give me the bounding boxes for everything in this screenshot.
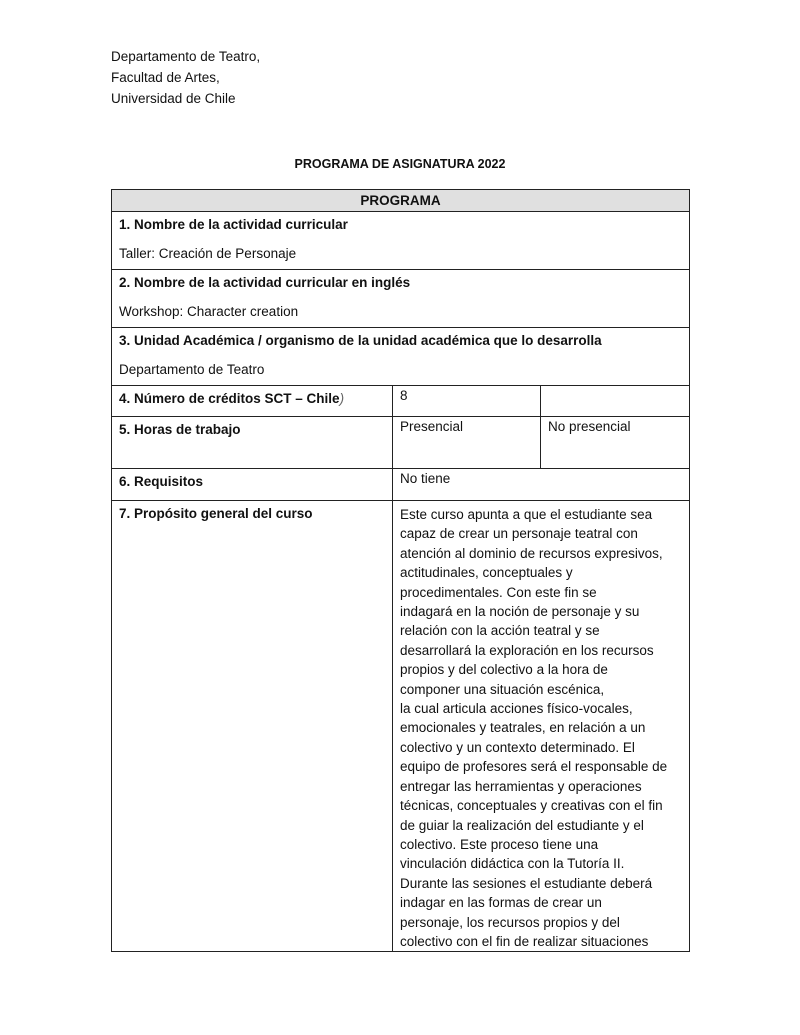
purpose-text-line: actitudinales, conceptuales y — [400, 565, 573, 581]
activity-name-value: Taller: Creación de Personaje — [119, 246, 297, 261]
program-table — [111, 189, 690, 952]
purpose-text-line: equipo de profesores será el responsable de — [400, 759, 668, 775]
purpose-text-line: procedimentales. Con este fin se — [400, 584, 597, 600]
letterhead-line-department: Departamento de Teatro, — [111, 49, 261, 64]
purpose-label: 7. Propósito general del curso — [112, 501, 393, 952]
purpose-text-line: colectivo. Este proceso tiene una — [400, 836, 599, 852]
requirements-label: 6. Requisitos — [112, 469, 393, 501]
purpose-text-line: vinculación didáctica con la Tutoría II. — [400, 856, 625, 872]
activity-name-label: 1. Nombre de la actividad curricular — [119, 217, 348, 232]
table-row-work-hours — [112, 417, 690, 469]
academic-unit-value: Departamento de Teatro — [119, 362, 265, 377]
requirements-value: No tiene — [393, 469, 690, 501]
purpose-text-line: entregar las herramientas y operaciones — [400, 778, 642, 794]
table-row-activity-name — [112, 212, 690, 270]
table-header: PROGRAMA — [112, 190, 690, 212]
letterhead-line-university: Universidad de Chile — [111, 91, 236, 106]
purpose-text-line: la cual articula acciones físico-vocales, — [400, 701, 633, 717]
purpose-text-line: de guiar la realización del estudiante y el — [400, 817, 644, 833]
credits-label: 4. Número de créditos SCT – Chile — [119, 391, 340, 406]
work-hours-label: 5. Horas de trabajo — [112, 417, 393, 469]
letterhead — [111, 46, 260, 109]
document-title: PROGRAMA DE ASIGNATURA 2022 — [294, 157, 506, 171]
purpose-text-line: indagar en las formas de crear un — [400, 895, 602, 911]
purpose-text-line: indagará en la noción de personaje y su — [400, 604, 640, 620]
purpose-text-line: propios y del colectivo a la hora de — [400, 662, 608, 678]
purpose-text-lines — [400, 505, 684, 951]
credits-label-suffix: ) — [339, 391, 345, 406]
credits-value: 8 — [393, 386, 541, 417]
table-row-academic-unit — [112, 328, 690, 386]
work-hours-no-presencial: No presencial — [541, 417, 690, 469]
credits-extra — [541, 386, 690, 417]
purpose-text-line: colectivo y un contexto determinado. El — [400, 739, 635, 755]
letterhead-line-faculty: Facultad de Artes, — [111, 70, 220, 85]
purpose-text-line: técnicas, conceptuales y creativas con el fin — [400, 798, 663, 814]
purpose-text-line: personaje, los recursos propios y del — [400, 914, 620, 930]
table-row-purpose — [112, 501, 690, 952]
table-row-requirements — [112, 469, 690, 501]
work-hours-presencial: Presencial — [393, 417, 541, 469]
academic-unit-label: 3. Unidad Académica / organismo de la unidad académica que lo desarrolla — [119, 333, 602, 348]
purpose-text-line: desarrollará la exploración en los recursos — [400, 642, 654, 658]
purpose-text-line: relación con la acción teatral y se — [400, 623, 600, 639]
purpose-text-line: atención al dominio de recursos expresivos, — [400, 545, 663, 561]
purpose-text-line: emocionales y teatrales, en relación a un — [400, 720, 646, 736]
purpose-text-line: capaz de crear un personaje teatral con — [400, 526, 638, 542]
table-row-activity-name-english — [112, 270, 690, 328]
purpose-text-line: colectivo con el fin de realizar situaciones — [400, 933, 649, 949]
activity-name-english-label: 2. Nombre de la actividad curricular en inglés — [119, 275, 411, 290]
purpose-text-line: Durante las sesiones el estudiante deberá — [400, 875, 653, 891]
purpose-value — [393, 501, 690, 952]
table-row-credits — [112, 386, 690, 417]
purpose-text-line: componer una situación escénica, — [400, 681, 605, 697]
purpose-text-line: Este curso apunta a que el estudiante sea — [400, 507, 653, 522]
activity-name-english-value: Workshop: Character creation — [119, 304, 299, 319]
